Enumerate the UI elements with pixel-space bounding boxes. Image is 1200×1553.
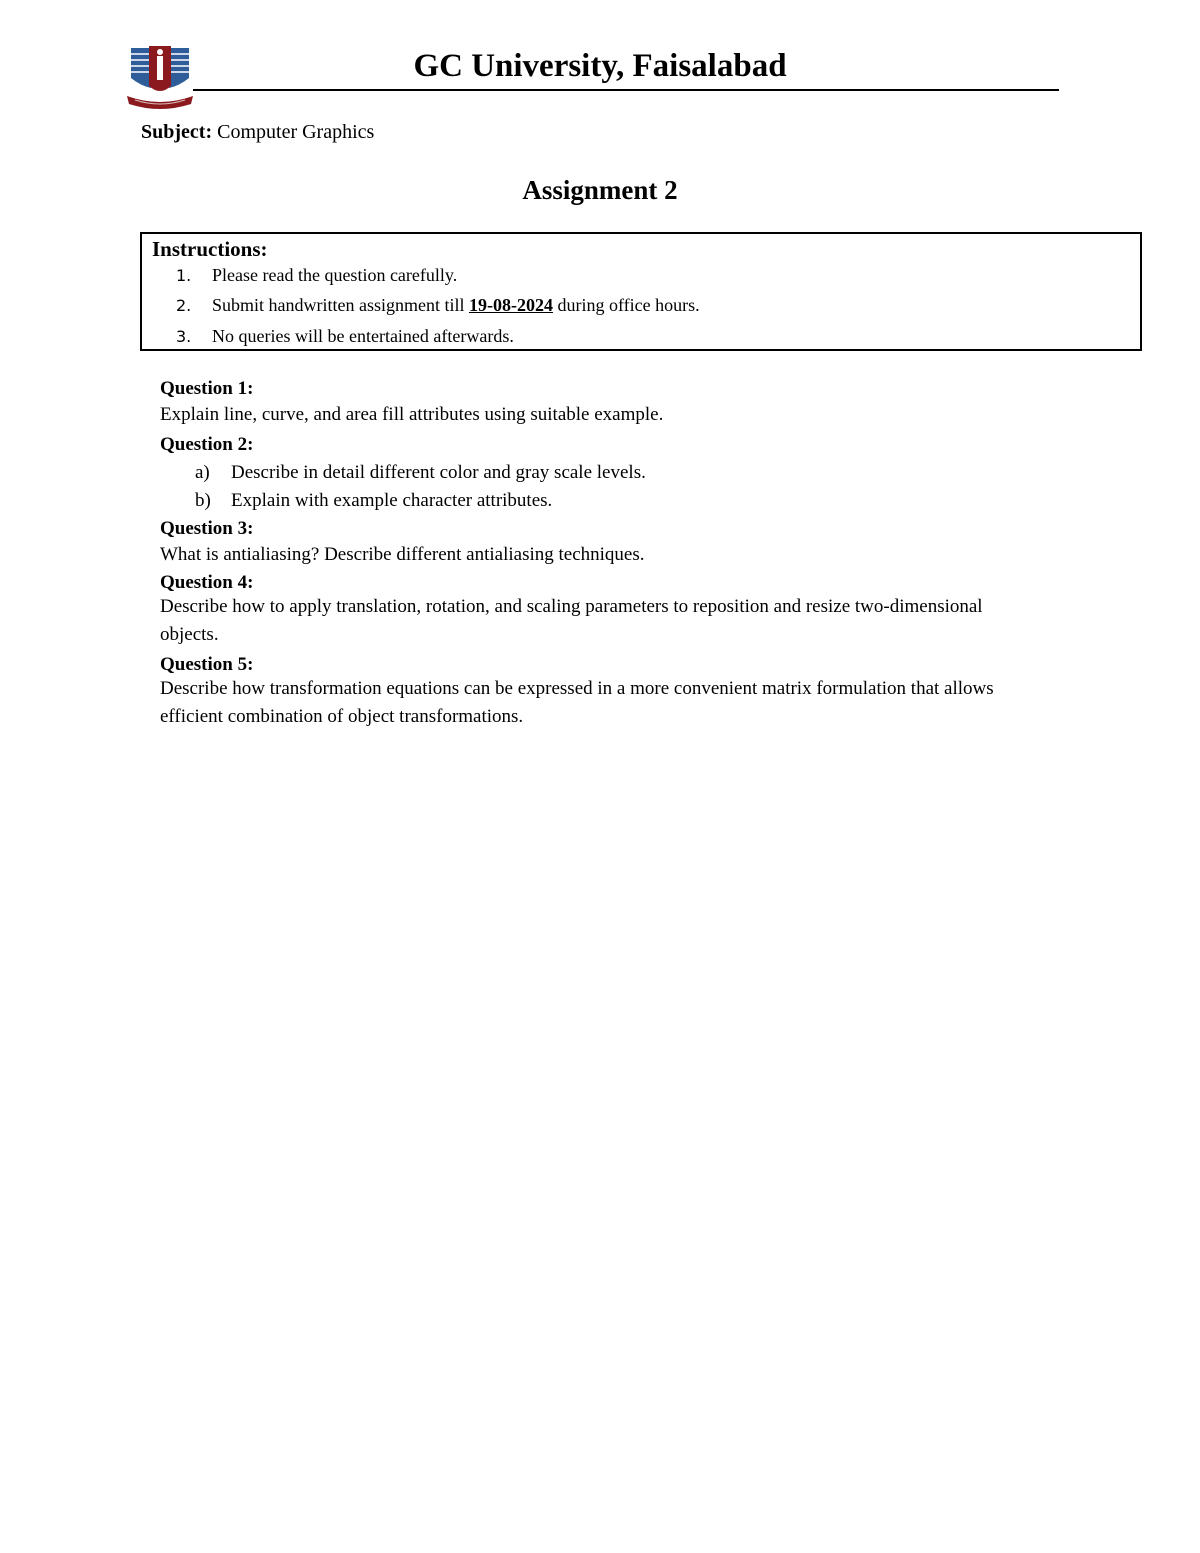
- subitem-label: b): [195, 490, 211, 511]
- instruction-text-after: during office hours.: [552, 295, 700, 315]
- instruction-text: Please read the question carefully.: [212, 265, 458, 285]
- question-3-text: What is antialiasing? Describe different antialiasing techniques.: [160, 544, 645, 565]
- question-3-label: Question 3:: [160, 518, 254, 539]
- assignment-title: Assignment 2: [522, 175, 678, 205]
- subitem-text: Explain with example character attributes.: [231, 490, 553, 511]
- question-2-label: Question 2:: [160, 434, 254, 455]
- instruction-item: [176, 293, 700, 318]
- instruction-number: 3.: [176, 327, 192, 346]
- subitem-text: Describe in detail different color and gray scale levels.: [231, 462, 646, 483]
- question-5-label: Question 5:: [160, 654, 254, 675]
- instruction-number: 2.: [176, 296, 192, 315]
- subject-value: Computer Graphics: [217, 121, 375, 143]
- instruction-number: 1.: [176, 266, 192, 285]
- question-5-text: Describe how transformation equations can be expressed in a more convenient matrix formulation that allows efficient combination of object transformations.: [160, 678, 994, 727]
- instruction-item: [176, 324, 514, 349]
- question-4-label: Question 4:: [160, 572, 254, 593]
- question-2-subitem: [195, 488, 552, 514]
- university-title: GC University, Faisalabad: [413, 48, 787, 84]
- subject-line: [141, 119, 374, 145]
- instruction-item: [176, 263, 457, 288]
- question-2-subitem: [195, 460, 646, 486]
- question-4-text: Describe how to apply translation, rotation, and scaling parameters to reposition and resize two-dimensional objects.: [160, 596, 983, 645]
- subject-label: Subject:: [141, 121, 213, 143]
- instruction-text: No queries will be entertained afterwards.: [212, 326, 514, 346]
- header-divider: [193, 89, 1059, 91]
- instructions-box: [140, 232, 1142, 351]
- question-1-text: Explain line, curve, and area fill attributes using suitable example.: [160, 404, 664, 425]
- submission-date: 19-08-2024: [468, 295, 553, 315]
- instructions-heading: Instructions:: [152, 237, 268, 261]
- subitem-label: a): [195, 462, 210, 483]
- question-1-label: Question 1:: [160, 378, 254, 399]
- instruction-text-before: Submit handwritten assignment till: [212, 295, 469, 315]
